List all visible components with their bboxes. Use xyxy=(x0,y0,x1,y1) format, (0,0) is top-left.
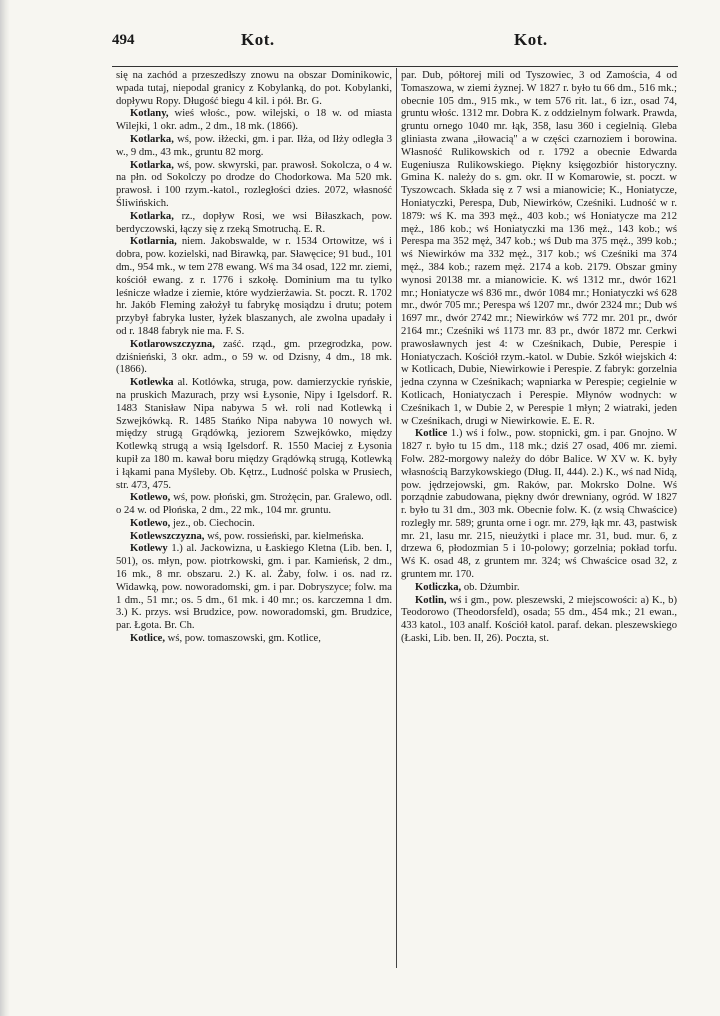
right-column xyxy=(401,70,677,646)
entry-text: wieś włośc., pow. wilejski, o 18 w. od miasta Wilejki, 1 okr. adm., 2 dm., 18 mk. (1866). xyxy=(116,108,392,133)
entry-text: 1.) al. Jackowizna, u Łaskiego Kletna (Lib. ben. I, 501), os. młyn, pow. piotrkowski, gm. i par. Kamieńsk, 2 dm., 16 mk., 8 mr. obszaru. 2.) K. al. Żaby, folw. i os. nad rz. Widawką, pow. noworadomski, gm. i par. Dobryszyce; folw. ma 1 dm., 51 mr.; os. 5 dm., 61 mk. i 40 mr.; os. karczemna 1 dm. 3.) K. przys. wsi Brudzice, pow. noworadomski, gm. Brudzice, par. Łgota. Br. Ch. xyxy=(116,543,392,632)
dictionary-entry xyxy=(116,633,392,646)
entry-headword: Kotlice, xyxy=(130,633,166,645)
entry-text: się na zachód a przeszedłszy znowu na obszar Dominikowic, wpada tutaj, niepodal granicy z Kobylanką, do pot. Kobylanki, dopływu Ropy. Długość biegu 4 kil. i pół. Br. G. xyxy=(116,70,392,107)
dictionary-entry xyxy=(116,518,392,531)
entry-headword: Kotlarka, xyxy=(130,210,174,222)
entry-text: zaść. rząd., gm. przegrodzka, pow. dziśnieński, 3 okr. adm., o 59 w. od Dzisny, 4 dm., 18 mk. (1866). xyxy=(116,338,392,376)
dictionary-entry xyxy=(116,108,392,134)
entry-text: ob. Dżumbir. xyxy=(463,581,520,593)
entry-headword: Kotlarka, xyxy=(130,133,174,145)
dictionary-entry xyxy=(116,236,392,338)
dictionary-entry xyxy=(401,582,677,595)
entry-headword: Kotlewo, xyxy=(130,492,171,504)
dictionary-entry xyxy=(116,492,392,518)
dictionary-entry xyxy=(116,377,392,492)
entry-headword: Kotlarnia, xyxy=(130,236,177,248)
header-rule xyxy=(112,66,678,67)
entry-text: al. Kotlówka, struga, pow. damierzyckie ryńskie, na pruskich Mazurach, przy wsi Łysonie, Nipy i Igelsdorf. R. 1483 Stanisław Nipa nabywa 5 wł. roli nad Kotlewką i Szwejkówką. R. 1485 Stańko Nipa nabywa 10 nowych wł. między strugą Grądówką, jeziorem Szwejkówko, między Kotlewką strugą a wsią Igelsdorf. R. 1550 Maciej z Łysonia kupił za 180 m. kawał boru między Grądówką strugą, Kotlewką i łąkami pana Myśleby. Ob. Kętrz., Ludność polska w Prusiech, str. 473, 475. xyxy=(116,377,392,491)
entry-headword: Kotlewszczyzna, xyxy=(130,530,205,542)
entry-headword: Kotlany, xyxy=(130,108,169,120)
dictionary-entry xyxy=(116,211,392,237)
entry-headword: Kotliczka, xyxy=(415,581,462,593)
entry-headword: Kotlewka xyxy=(130,377,174,389)
entry-text: par. Dub, półtorej mili od Tyszowiec, 3 od Zamościa, 4 od Tomaszowa, w ziemi żyznej. W 1827 r. było tu 66 dm., 516 mk.; obecnie 105 dm., 915 mk., w tem 576 rit. lat., 6 izr., osad 74, gruntu włośc. 1312 mr. Dobra K. z oddzielnym folwark. Prawda, gruntu ornego 1040 mr. łąk, 358, lasu 360 i cegielnią. Gleba gliniasta zwana „iłowacią" a w części czarnoziem i borowina. Własność Rulikowskich od r. 1792 a obecnie Edwarda Eugeniusza Rulikowskiego. Piękny księgozbiór historyczny. Gmina K. należy do s. gm. okr. II w Komarowie, st. poczt. w Tyszowcach. Składa się z 7 wsi a mianowicie; K., Honiatycze, Honiatyczki, Perespa, Dub, Niewirków, Cześniki. Ludność w r. 1879: wś K. ma 393 męż., 403 kob.; wś Honiatycze ma 212 męż., 186 kob.; wś Honiatyczki ma 136 męż., 143 kob.; wś Perespa ma 352 męż, 347 kob.; wś Dub ma 375 męż., 399 kob.; wś Niewirków ma 332 męż., 317 kob.; wś Cześniki ma 374 męż., 384 kob.; razem męż. 2174 a kob. 2179. Obszar gminy wynosi 20138 mr. a mianowicie. K. wś 1312 mr., dwór 1621 mr.; Honiatycze wś 836 mr., dwór 1084 mr.; Honiatyczki wś 628 mr., dwór 705 mr.; Perespa wś 1207 mr., dwór 2324 mr.; Dub wś 1697 mr., dwór 2742 mr.; Niewirków wś 772 mr. 201 pr., dwór 2164 mr.; Cześniki wś 1173 mr. 83 pr., dwór 1872 mr. Cerkwi prawosławnych jest 4: w Cześnikach, Dubie, Perespie i Honiatyczach. Kościół rzym.-katol. w Dubie. Szkół wiejskich 4: w Kotlicach, Dubie, Niewirkowie i Perespie. Z fabryk: gorzelnia jedna czynna w Cześnikach; wapniarka w Perespie; cegielnie w Kotlicach, Honiatyczach i Perespie. Młynów wodnych: w Cześnikach 1, w Dubie 2, w Perespie 1 młyn; 2 wiatraki, jeden w Cześnikach, drugi w Niewirkowie. E. E. R. xyxy=(401,70,677,427)
dictionary-entry xyxy=(401,70,677,428)
entry-text: rz., dopływ Rosi, we wsi Biłaszkach, pow. berdyczowski, łączy się z rzeką Smotruchą. E. R. xyxy=(116,210,392,235)
left-column xyxy=(116,70,392,646)
dictionary-entry xyxy=(116,543,392,633)
entry-text: wś, pow. rossieński, par. kielmeńska. xyxy=(207,530,364,542)
running-head-left: Kot. xyxy=(241,30,275,49)
entry-text: niem. Jakobswalde, w r. 1534 Ortowitze, wś i dobra, pow. kozielski, nad Birawką, par. Sławęcice; 91 bud., 101 dm., 954 mk., w tem 278 ewang. Wś ma 34 osad, 122 mr. ziemi, kościół ewang. z r. 1776 i szkołę. Dominium ma tu tylko leśnicze władze i ziemie, które wydzierżawia. St. poczt. R. 1702 hr. Jakób Fleming założył tu fabrykę mosiądzu i drutu; potem przybył fabryka luster, łyżek blaszanych, ale zwolna upadały i od r. 1848 fabryk nie ma. F. S. xyxy=(116,236,392,337)
dictionary-entry xyxy=(116,531,392,544)
entry-text: 1.) wś i folw., pow. stopnicki, gm. i par. Gnojno. W 1827 r. było tu 15 dm., 118 mk.; dziś 27 osad, 406 mr. ziemi. Folw. 282-morgowy należy do dóbr Balice. W XV w. K. były własnością Barzykowskiego (Dług. II, 444). 2.) K., wś nad Nidą, pow. jędrzejowski, gm. Raków, par. Mokrsko Dolne. Wś porządnie zabudowana, piękny dwór drewniany, ogród. W 1827 r. było tu 31 dm., 303 mk. Obecnie folw. K. (z wsią Chwaścice) rozległy mr. 589; grunta orne i ogr. mr. 279, łąk mr. 43, pastwisk mr. 21, lasu mr. 215, nieużytki i place mr. 31, bud. mur. 6, z drzewa 6, płodozmian 5 i 10-polowy; gorzelnia; pokład torfu. Wś K. osad 48, z gruntem mr. 324; wś Chwaścice osad 32, z gruntem mr. 170. xyxy=(401,428,677,581)
entry-text: wś, pow. płoński, gm. Strożęcin, par. Gralewo, odl. o 24 w. od Płońska, 2 dm., 22 mk., 104 mr. gruntu. xyxy=(116,492,392,517)
dictionary-entry xyxy=(116,70,392,108)
entry-headword: Kotlewo, xyxy=(130,517,171,529)
running-head-right: Kot. xyxy=(514,30,548,49)
scan-shadow-edge xyxy=(0,0,10,1016)
entry-headword: Kotlarowszczyzna, xyxy=(130,338,215,350)
dictionary-entry xyxy=(116,134,392,160)
entry-headword: Kotlarka, xyxy=(130,159,174,171)
entry-text: wś i gm., pow. pleszewski, 2 miejscowości: a) K., b) Teodorowo (Theodorsfeld), osada; 55 dm., 454 mk.; 21 ewan., 433 katol., 103 analf. Kościół katol. paraf. dekan. pleszewskiego (Łaski, Lib. ben. II, 26). Poczta, st. xyxy=(401,594,677,645)
entry-text: jez., ob. Ciechocin. xyxy=(172,517,255,529)
dictionary-entry xyxy=(401,428,677,582)
entry-headword: Kotlewy xyxy=(130,543,168,555)
page-header xyxy=(112,30,672,56)
dictionary-entry xyxy=(116,160,392,211)
dictionary-entry xyxy=(401,595,677,646)
entry-text: wś, pow. skwyrski, par. prawosł. Sokolcza, o 4 w. na płn. od Sokolczy po drodze do Chodorkowa. Ma 520 mk. prawosł. i 100 rzym.-katol., rozległości dzies. 2072, własność Śliwińskich. xyxy=(116,159,393,209)
entry-headword: Kotlin, xyxy=(415,594,447,606)
column-divider xyxy=(396,68,397,968)
dictionary-entry xyxy=(116,339,392,377)
page-number: 494 xyxy=(112,32,135,48)
entry-headword: Kotlice xyxy=(415,428,448,440)
entry-text: wś, pow. tomaszowski, gm. Kotlice, xyxy=(167,633,321,645)
entry-text: wś, pow. iłżecki, gm. i par. Iłża, od Iłży odległa 3 w., 9 dm., 43 mk., gruntu 82 morg. xyxy=(116,133,392,158)
